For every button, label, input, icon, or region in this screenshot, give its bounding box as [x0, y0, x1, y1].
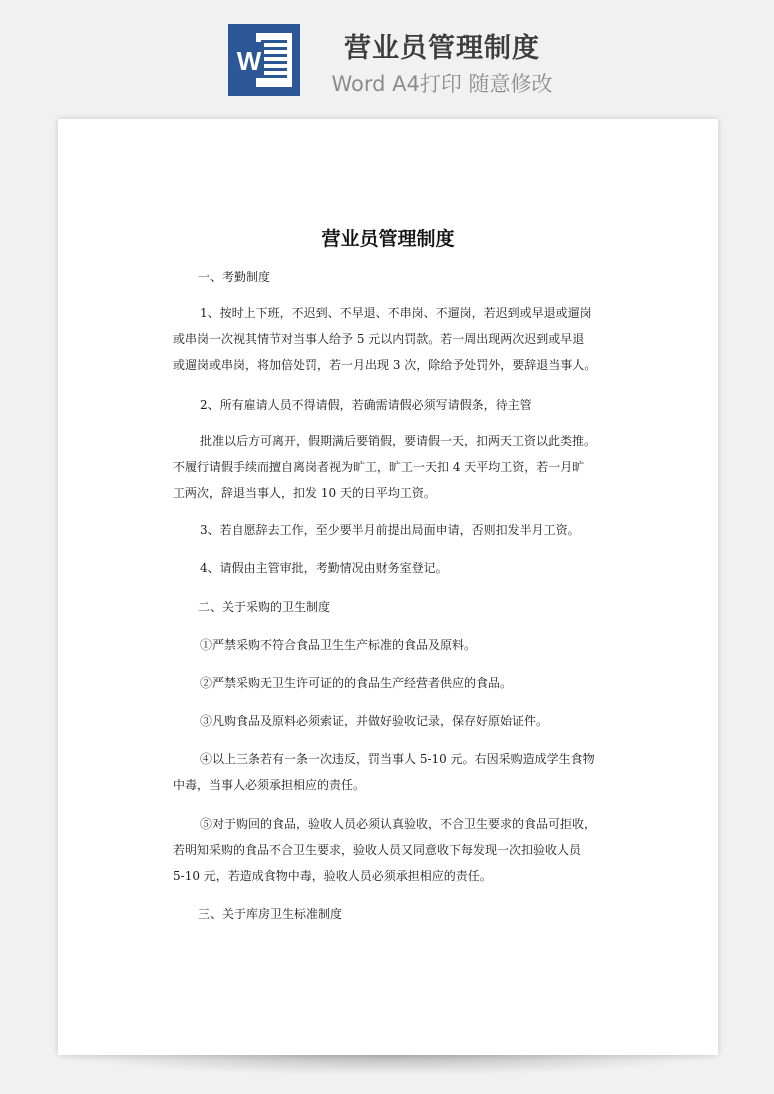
document-title: 营业员管理制度: [321, 228, 455, 250]
paragraph-line: 2、所有雇请人员不得请假，若确需请假必须写请假条，待主管: [200, 398, 532, 412]
logo-letter: W: [236, 46, 262, 76]
header-title: 营业员管理制度: [344, 33, 540, 64]
word-icon: [228, 24, 300, 96]
paragraph-line: ①严禁采购不符合食品卫生生产标准的食品及原料。: [200, 638, 477, 652]
paragraph-line: 或串岗一次视其情节对当事人给予 5 元以内罚款。若一周出现两次迟到或早退: [173, 332, 585, 346]
paragraph-line: 或遛岗或串岗，将加倍处罚，若一月出现 3 次，除给予处罚外，要辞退当事人。: [173, 358, 597, 372]
paragraph-line: 5-10 元，若造成食物中毒，验收人员必须承担相应的责任。: [173, 869, 492, 883]
paragraph-line: ⑤对于购回的食品，验收人员必须认真验收，不合卫生要求的食品可拒收，: [200, 817, 597, 831]
paragraph-line: 1、按时上下班，不迟到、不早退、不串岗、不遛岗，若迟到或早退或遛岗: [200, 306, 592, 320]
paragraph-line: 若明知采购的食品不合卫生要求，验收人员又同意收下每发现一次扣验收人员: [173, 843, 582, 857]
paragraph-line: 批准以后方可离开，假期满后要销假，要请假一天，扣两天工资以此类推。: [200, 434, 597, 448]
paragraph-line: ②严禁采购无卫生许可证的的食品生产经营者供应的食品。: [200, 676, 513, 690]
paragraph-line: ④以上三条若有一条一次违反，罚当事人 5-10 元。右因采购造成学生食物: [200, 752, 595, 766]
page-shadow: [66, 1052, 708, 1074]
paragraph-line: 不履行请假手续而擅自离岗者视为旷工，旷工一天扣 4 天平均工资，若一月旷: [173, 460, 585, 474]
paragraph-line: 3、若自愿辞去工作，至少要半月前提出局面申请，否则扣发半月工资。: [200, 523, 580, 537]
paragraph-line: ③凡购食品及原料必须索证，并做好验收记录，保存好原始证件。: [200, 714, 549, 728]
paragraph-line: 中毒，当事人必须承担相应的责任。: [173, 778, 366, 792]
header: [0, 0, 774, 110]
document-page: [58, 119, 718, 1055]
section-heading: 三、关于库房卫生标准制度: [198, 907, 343, 921]
section-heading: 一、考勤制度: [198, 270, 271, 284]
paragraph-line: 工两次，辞退当事人，扣发 10 天的日平均工资。: [173, 486, 436, 500]
section-heading: 二、关于采购的卫生制度: [198, 600, 331, 614]
header-subtitle: Word A4打印 随意修改: [331, 72, 553, 96]
paragraph-line: 4、请假由主管审批，考勤情况由财务室登记。: [200, 561, 448, 575]
